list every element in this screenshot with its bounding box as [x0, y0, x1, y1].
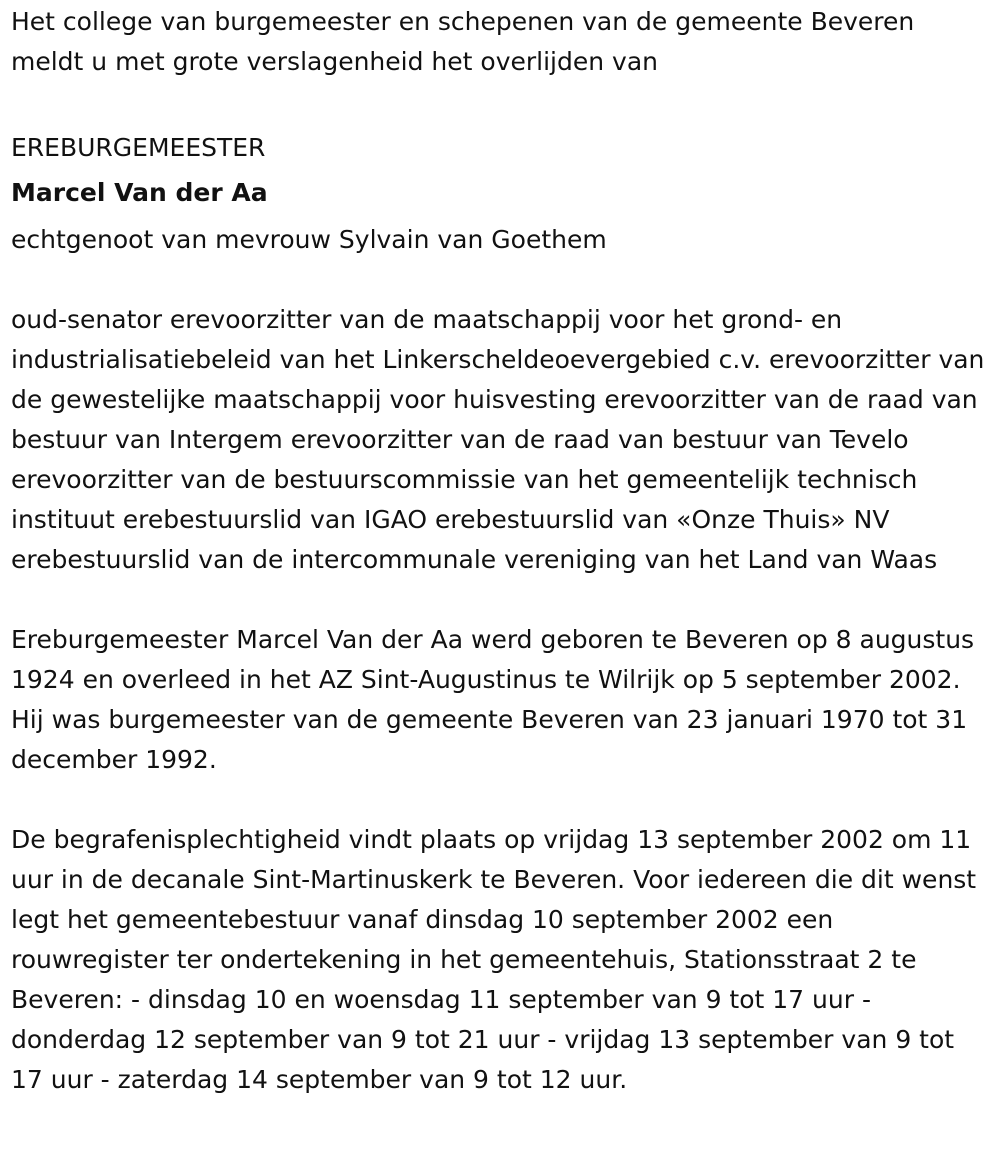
- honorary-title: EREBURGEMEESTER: [11, 133, 266, 162]
- spouse-line: echtgenoot van mevrouw Sylvain van Goethem: [11, 225, 607, 254]
- intro-paragraph: Het college van burgemeester en schepenen van de gemeente Beveren meldt u met grote verslagenheid het overlijden van: [11, 7, 915, 76]
- deceased-name: Marcel Van der Aa: [11, 178, 268, 207]
- spacer: [11, 580, 990, 620]
- biography-paragraph: Ereburgemeester Marcel Van der Aa werd geboren te Beveren op 8 augustus 1924 en overleed in het AZ Sint-Augustinus te Wilrijk op 5 september 2002. Hij was burgemeester van de gemeente Beveren van 23 januari 1970 tot 31 december 1992.: [11, 625, 975, 774]
- spacer: [11, 260, 990, 300]
- spacer: [11, 82, 990, 122]
- funeral-paragraph: De begrafenisplechtigheid vindt plaats op vrijdag 13 september 2002 om 11 uur in de decanale Sint-Martinuskerk te Beveren. Voor iedereen die dit wenst legt het gemeentebestuur vanaf dinsdag 10 september 2002 een rouwregister ter ondertekening in het gemeentehuis, Stationsstraat 2 te Beveren: - dinsdag 10 en woensdag 11 september van 9 tot 17 uur - donderdag 12 september van 9 tot 21 uur - vrijdag 13 september van 9 tot 17 uur - zaterdag 14 september van 9 tot 12 uur.: [11, 825, 977, 1094]
- spacer: [11, 780, 990, 820]
- functions-paragraph: oud-senator erevoorzitter van de maatschappij voor het grond- en industrialisatiebeleid van het Linkerscheldeoevergebied c.v. erevoorzitter van de gewestelijke maatschappij voor huisvesting erevoorzitter van de raad van bestuur van Intergem erevoorzitter van de raad van bestuur van Tevelo erevoorzitter van de bestuurscommissie van het gemeentelijk technisch instituut erebestuurslid van IGAO erebestuurslid van «Onze Thuis» NV erebestuurslid van de intercommunale vereniging van het Land van Waas: [11, 305, 985, 574]
